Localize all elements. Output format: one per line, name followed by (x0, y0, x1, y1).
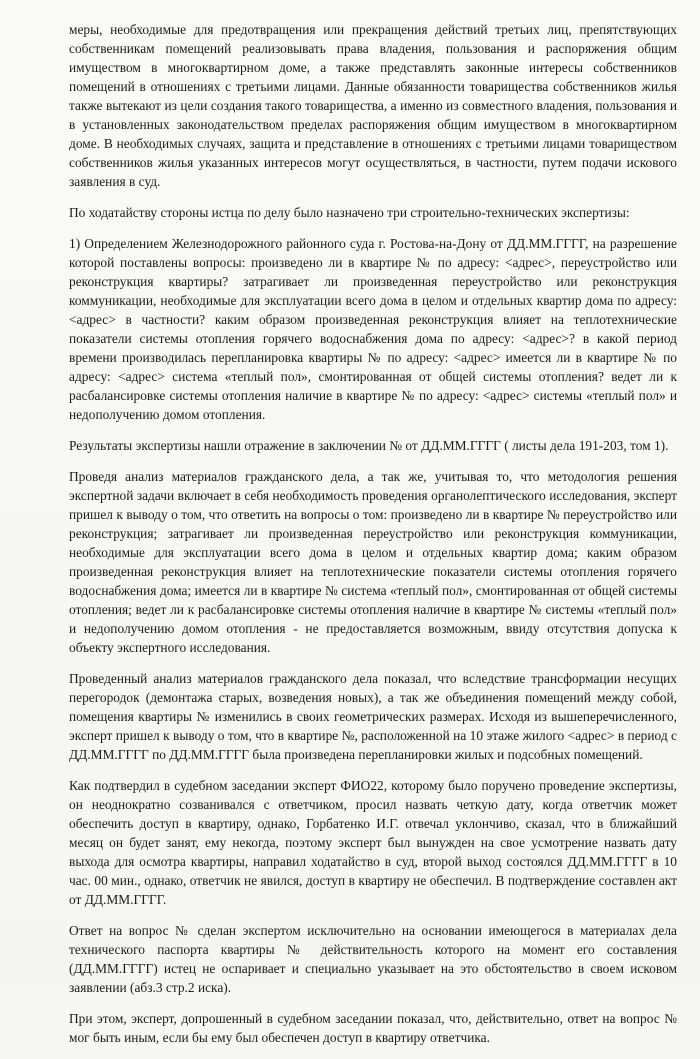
paragraph-1: меры, необходимые для предотвращения или прекращения действий третьих лиц, препятствующих собственникам помещений реализовывать права владения, пользования и распоряжения общим имуществом в многоквартирном доме, а также представлять законные интересы собственников помещений в отношениях с третьими лицами. Данные обязанности товарищества собственников жилья также вытекают из цели создания такого товарищества, а именно из совместного владения, пользования и в установленных законодательством пределах распоряжения общим имуществом в многоквартирном доме. В необходимых случаях, защита и представление в отношениях с третьими лицами товариществом собственников жилья указанных интересов могут осуществляться, в частности, путем подачи искового заявления в суд. (69, 22, 677, 189)
paragraph-4: Результаты экспертизы нашли отражение в заключении № от ДД.ММ.ГГГГ ( листы дела 191-203, том 1). (69, 438, 669, 453)
paragraph-3: 1) Определением Железнодорожного районного суда г. Ростова-на-Дону от ДД.ММ.ГГГГ, на разрешение которой поставлены вопросы: произведено ли в квартире № по адресу: <адрес>, переустройство или реконструкция квартиры? затрагивает ли произведенная переустройство или реконструкция коммуникации, необходимые для эксплуатации всего дома в целом и отдельных квартир дома по адресу: <адрес> в частности? каким образом произведенная реконструкция влияет на теплотехнические показатели системы отопления горячего водоснабжения дома по адресу: <адрес>? в какой период времени производилась перепланировка квартиры № по адресу: <адрес> имеется ли в квартире № по адресу: <адрес> система «теплый пол», смонтированная от общей системы отопления? ведет ли к расбалансировке системы отопления наличие в квартире № по адресу: <адрес> системы «теплый пол» и недополучению домом отопления. (69, 236, 677, 422)
document-body (69, 20, 677, 1059)
paragraph-6: Проведенный анализ материалов гражданского дела показал, что вследствие трансформации несущих перегородок (демонтажа старых, возведения новых), а так же объединения помещений между собой, помещения квартиры № изменились в своих геометрических размерах. Исходя из вышеперечисленного, эксперт пришел к выводу о том, что в квартире №, расположенной на 10 этаже жилого <адрес> в период с ДД.ММ.ГГГГ по ДД.ММ.ГГГГ была произведена перепланировки жилых и подсобных помещений. (69, 671, 677, 762)
paragraph-8: Ответ на вопрос № сделан экспертом исключительно на основании имеющегося в материалах дела технического паспорта квартиры № действительность которого на момент его составления (ДД.ММ.ГГГГ) истец не оспаривает и специально указывает на это обстоятельство в своем исковом заявлении (абз.3 стр.2 иска). (69, 923, 677, 995)
paragraph-9: При этом, эксперт, допрошенный в судебном заседании показал, что, действительно, ответ на вопрос № мог быть иным, если бы ему был обеспечен доступ в квартиру ответчика. (69, 1011, 677, 1045)
paragraph-2: По ходатайству стороны истца по делу было назначено три строительно-технических экспертизы: (69, 205, 630, 220)
paragraph-7: Как подтвердил в судебном заседании эксперт ФИО22, которому было поручено проведение экспертизы, он неоднократно созванивался с ответчиком, просил назвать четкую дату, когда ответчик может обеспечить доступ в квартиру, однако, Горбатенко И.Г. отвечал уклончиво, сказал, что в ближайший месяц он будет занят, ему некогда, поэтому эксперт был вынужден на свое усмотрение назвать дату выхода для осмотра квартиры, направил ходатайство в суд, второй выход состоялся ДД.ММ.ГГГГ в 10 час. 00 мин., однако, ответчик не явился, доступ в квартиру не обеспечил. В подтверждение составлен акт от ДД.ММ.ГГГГ. (69, 778, 677, 907)
paragraph-5: Проведя анализ материалов гражданского дела, а так же, учитывая то, что методология решения экспертной задачи включает в себя необходимость проведения органолептического исследования, эксперт пришел к выводу о том, что ответить на вопросы о том: произведено ли в квартире № переустройство или реконструкция; затрагивает ли произведенная переустройство или реконструкция коммуникации, необходимые для эксплуатации всего дома в целом и отдельных квартир дома; каким образом произведенная реконструкция влияет на теплотехнические показатели системы отопления горячего водоснабжения дома; имеется ли в квартире № система «теплый пол», смонтированная от общей системы отопления; ведет ли к расбалансировке системы отопления наличие в квартире № системы «теплый пол» и недополучению домом отопления - не предоставляется возможным, ввиду отсутствия допуска к объекту экспертного исследования. (69, 469, 677, 655)
